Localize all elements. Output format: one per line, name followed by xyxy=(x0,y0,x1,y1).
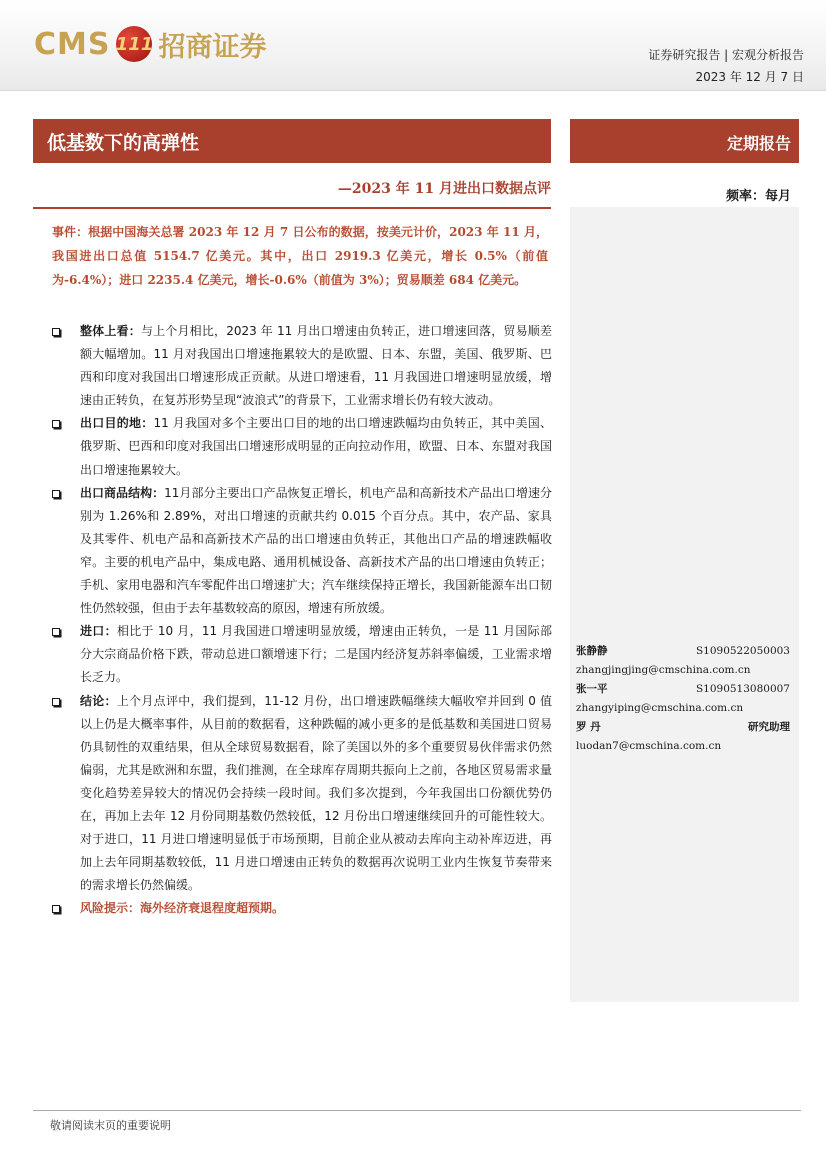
frequency: 频率：每月 xyxy=(725,189,791,204)
author-name: 张静静 xyxy=(576,645,608,657)
author-name: 罗 丹 xyxy=(576,721,601,733)
report-type: 证券研究报告 | 宏观分析报告 xyxy=(648,48,804,62)
logo-latin: CMS xyxy=(34,26,111,62)
author-row xyxy=(576,680,790,699)
event-summary: 事件：根据中国海关总署 2023 年 12 月 7 日公布的数据，按美元计价，2023 年 11 月，我国进出口总值 5154.7 亿美元。其中，出口 2919.3 亿美元，增长 0.5%（前值为-6.4%）；进口 2235.4 亿美元，增长-0.6%（前值为 3%）；贸易顺差 684 亿美元。 xyxy=(52,225,548,287)
logo-mark-icon: 111 xyxy=(116,26,152,62)
author-list xyxy=(576,642,790,756)
author-row xyxy=(576,718,790,737)
report-date: 2023 年 12 月 7 日 xyxy=(695,70,804,84)
bullet-list xyxy=(52,320,552,920)
author-name: 张一平 xyxy=(576,683,608,695)
bullet-lead: 进口： xyxy=(80,624,117,639)
bullet-conclusion xyxy=(52,690,552,898)
bullet-lead: 出口目的地： xyxy=(80,416,154,431)
bullet-structure xyxy=(52,482,552,621)
bullet-lead: 整体上看： xyxy=(80,324,141,338)
bullet-lead: 结论： xyxy=(80,693,117,708)
report-label: 定期报告 xyxy=(570,119,799,163)
author-email[interactable]: zhangjingjing@cmschina.com.cn xyxy=(576,664,751,676)
logo-chinese: 招商证券 xyxy=(158,31,267,63)
bullet-lead: 出口商品结构： xyxy=(80,485,165,500)
footer-note: 敬请阅读末页的重要说明 xyxy=(50,1119,171,1132)
page-title: 低基数下的高弹性 xyxy=(33,119,551,163)
bullet-risk xyxy=(52,897,552,920)
checkbox-bullet-icon xyxy=(52,628,60,636)
bullet-text: 相比于 10 月，11 月我国进口增速明显放缓，增速由正转负，一是 11 月国际部分大宗商品价格下跌，带动总进口额增速下行；二是国内经济复苏斜率偏缓，工业需求增长乏力。 xyxy=(80,624,552,685)
sidebar-panel xyxy=(570,207,799,1002)
bullet-destination xyxy=(52,412,552,481)
bullet-overall xyxy=(52,320,552,412)
bullet-text: 上个月点评中，我们提到，11-12 月份，出口增速跌幅继续大幅收窄并回到 0 值以上仍是大概率事件，从目前的数据看，这种跌幅的减小更多的是低基数和美国进口贸易仍具韧性的双重结果，但从全球贸易数据看，除了美国以外的多个重要贸易伙伴需求仍然偏弱，尤其是欧洲和东盟，我们推测，在全球库存周期共振向上之前，各地区贸易需求量变化趋势差异较大的情况仍会持续一段时间。我们多次提到，今年我国出口份额优势仍在，再加上去年 12 月份同期基数仍然较低，12 月份出口增速继续回升的可能性较大。对于进口，11 月进口增速明显低于市场预期，目前企业从被动去库向主动补库迈进，再加上去年同期基数较低，11 月进口增速由正转负的数据再次说明工业内生恢复节奏带来的需求增长仍然偏缓。 xyxy=(80,693,552,893)
checkbox-bullet-icon xyxy=(52,698,60,706)
bullet-text: 海外经济衰退程度超预期。 xyxy=(140,901,285,916)
checkbox-bullet-icon xyxy=(52,420,60,428)
footer-divider xyxy=(33,1110,801,1111)
author-cert: S1090513080007 xyxy=(695,683,790,695)
divider xyxy=(33,207,551,209)
author-email[interactable]: zhangyiping@cmschina.com.cn xyxy=(576,702,744,714)
bullet-lead: 风险提示： xyxy=(80,901,141,916)
logo xyxy=(34,22,266,66)
checkbox-bullet-icon xyxy=(52,905,60,913)
author-row xyxy=(576,642,790,661)
page-subtitle: —2023 年 11 月进出口数据点评 xyxy=(337,181,551,197)
author-cert: S1090522050003 xyxy=(695,645,790,657)
author-role: 研究助理 xyxy=(748,721,790,733)
bullet-text: 11月部分主要出口产品恢复正增长，机电产品和高新技术产品出口增速分别为 1.26%和 2.89%，对出口增速的贡献共约 0.015 个百分点。其中，农产品、家具及其零件、机电产品和高新技术产品的出口增速由负转正，其他出口产品的增速跌幅收窄。主要的机电产品中，集成电路、通用机械设备、高新技术产品的出口增速由负转正；手机、家用电器和汽车零配件出口增速扩大；汽车继续保持正增长，我国新能源车出口韧性仍然较强，但由于去年基数较高的原因，增速有所放缓。 xyxy=(80,485,552,616)
bullet-text: 与上个月相比，2023 年 11 月出口增速由负转正，进口增速回落，贸易顺差额大幅增加。11 月对我国出口增速拖累较大的是欧盟、日本、东盟，美国、俄罗斯、巴西和印度对我国出口增速形成正贡献。从进口增速看，11 月我国进口增速明显放缓，增速由正转负，在复苏形势呈现“波浪式”的背景下，工业需求增长仍有较大波动。 xyxy=(80,324,552,408)
checkbox-bullet-icon xyxy=(52,328,60,336)
bullet-text: 11 月我国对多个主要出口目的地的出口增速跌幅均由负转正，其中美国、俄罗斯、巴西和印度对我国出口增速形成明显的正向拉动作用，欧盟、日本、东盟对我国出口增速拖累较大。 xyxy=(80,416,552,477)
checkbox-bullet-icon xyxy=(52,490,60,498)
author-email[interactable]: luodan7@cmschina.com.cn xyxy=(576,740,722,752)
header-meta xyxy=(648,44,804,88)
bullet-import xyxy=(52,620,552,689)
